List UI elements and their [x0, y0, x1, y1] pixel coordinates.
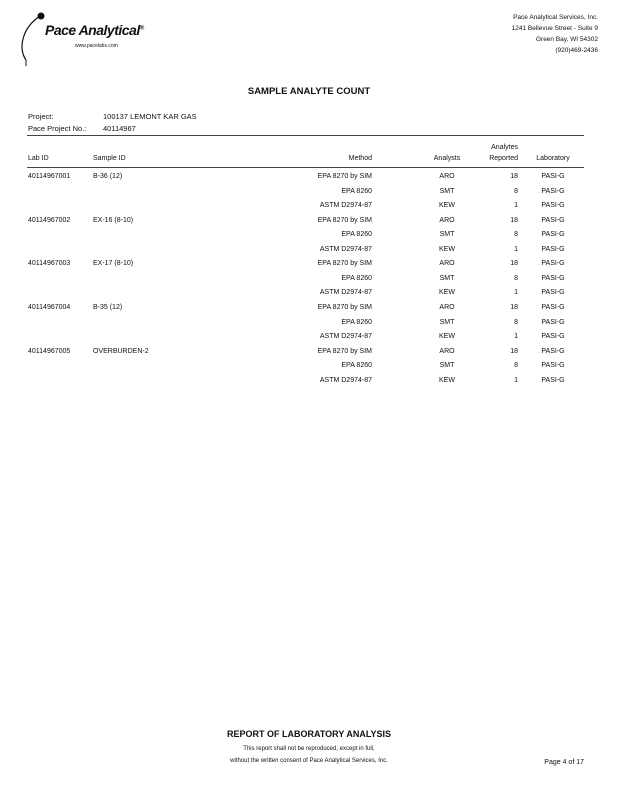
analysts-cell: SMT: [439, 274, 455, 282]
reported-cell: 1: [514, 245, 518, 253]
laboratory-cell: PASI-G: [541, 260, 565, 268]
header-divider: [27, 135, 584, 136]
logo-wordmark: Pace Analytical®: [45, 22, 144, 38]
analysts-cell: ARO: [439, 260, 455, 268]
method-cell: ASTM D2974-87: [319, 245, 372, 253]
reported-cell: 18: [510, 216, 518, 224]
lab-id-cell: 40114967001: [28, 173, 71, 180]
method-cell: ASTM D2974-87: [319, 376, 372, 384]
company-address-line1: 1241 Bellevue Street - Suite 9: [511, 25, 598, 32]
reported-cell: 18: [510, 260, 518, 268]
analysts-cell: SMT: [439, 187, 455, 195]
col-header-lab-id: Lab ID: [28, 155, 49, 162]
col-header-reported: Reported: [489, 155, 518, 162]
sample-id-cell: EX-17 (8-10): [93, 260, 134, 268]
sample-id-cell: B-36 (12): [93, 173, 123, 180]
col-header-method: Method: [348, 155, 372, 162]
lab-id-cell: 40114967002: [28, 216, 71, 224]
laboratory-cell: PASI-G: [541, 289, 565, 297]
reported-cell: 18: [510, 303, 518, 311]
method-cell: ASTM D2974-87: [319, 202, 372, 210]
footer-disclaimer-line1: This report shall not be reproduced, except in full,: [243, 746, 375, 752]
analysts-cell: ARO: [439, 173, 455, 180]
pace-project-label: Pace Project No.:: [28, 124, 87, 133]
method-cell: EPA 8270 by SIM: [317, 216, 372, 224]
analysts-cell: KEW: [439, 245, 455, 253]
laboratory-cell: PASI-G: [541, 362, 565, 370]
reported-cell: 18: [510, 347, 518, 355]
method-cell: EPA 8270 by SIM: [317, 347, 372, 355]
footer-title: REPORT OF LABORATORY ANALYSIS: [226, 729, 392, 739]
method-cell: ASTM D2974-87: [319, 289, 372, 297]
lab-id-cell: 40114967003: [28, 260, 71, 268]
page-title: SAMPLE ANALYTE COUNT: [247, 86, 371, 97]
project-label: Project:: [28, 112, 54, 121]
col-header-laboratory: Laboratory: [536, 155, 570, 162]
laboratory-cell: PASI-G: [541, 333, 565, 341]
method-cell: EPA 8270 by SIM: [317, 173, 372, 180]
analysts-cell: SMT: [439, 362, 455, 370]
laboratory-cell: PASI-G: [541, 245, 565, 253]
reported-cell: 8: [514, 187, 518, 195]
company-logo: [12, 8, 142, 68]
method-cell: EPA 8270 by SIM: [317, 303, 372, 311]
laboratory-cell: PASI-G: [541, 376, 565, 384]
analysts-cell: SMT: [439, 231, 455, 239]
analysts-cell: SMT: [439, 318, 455, 326]
analysts-cell: KEW: [439, 202, 455, 210]
footer-disclaimer-line2: without the written consent of Pace Analytical Services, Inc.: [230, 758, 388, 764]
analysts-cell: ARO: [439, 303, 455, 311]
reported-cell: 1: [514, 376, 518, 384]
page-number: Page 4 of 17: [544, 759, 584, 766]
reported-cell: 1: [514, 289, 518, 297]
project-value: 100137 LEMONT KAR GAS: [103, 112, 197, 121]
col-header-sample-id: Sample ID: [93, 155, 126, 162]
analysts-cell: KEW: [439, 289, 455, 297]
method-cell: EPA 8260: [341, 187, 372, 195]
pace-project-value: 40114967: [103, 124, 136, 133]
reported-cell: 8: [514, 274, 518, 282]
analysts-cell: KEW: [439, 333, 455, 341]
method-cell: EPA 8270 by SIM: [317, 260, 372, 268]
laboratory-cell: PASI-G: [541, 318, 565, 326]
laboratory-cell: PASI-G: [541, 216, 565, 224]
reported-cell: 8: [514, 231, 518, 239]
analysts-cell: ARO: [439, 347, 455, 355]
laboratory-cell: PASI-G: [541, 347, 565, 355]
logo-url: www.pacelabs.com: [75, 43, 118, 49]
method-cell: EPA 8260: [341, 318, 372, 326]
lab-id-cell: 40114967004: [28, 303, 71, 311]
reported-cell: 1: [514, 202, 518, 210]
company-address-line2: Green Bay, WI 54302: [535, 36, 598, 43]
sample-id-cell: EX-16 (8-10): [93, 216, 134, 224]
logo-swoosh-icon: [12, 8, 142, 68]
reported-cell: 1: [514, 333, 518, 341]
laboratory-cell: PASI-G: [541, 303, 565, 311]
sample-id-cell: OVERBURDEN-2: [93, 347, 149, 355]
company-phone: (920)469-2436: [555, 47, 598, 54]
method-cell: EPA 8260: [341, 231, 372, 239]
reported-cell: 18: [510, 173, 518, 180]
method-cell: EPA 8260: [341, 274, 372, 282]
col-header-analytes: Analytes: [491, 144, 518, 151]
laboratory-cell: PASI-G: [541, 274, 565, 282]
reported-cell: 8: [514, 362, 518, 370]
analysts-cell: KEW: [439, 376, 455, 384]
reported-cell: 8: [514, 318, 518, 326]
col-header-analysts: Analysts: [433, 155, 461, 162]
laboratory-cell: PASI-G: [541, 173, 565, 180]
laboratory-cell: PASI-G: [541, 202, 565, 210]
method-cell: EPA 8260: [341, 362, 372, 370]
company-name: Pace Analytical Services, Inc.: [513, 14, 598, 21]
table-header-divider: [27, 167, 584, 168]
laboratory-cell: PASI-G: [541, 231, 565, 239]
laboratory-cell: PASI-G: [541, 187, 565, 195]
sample-id-cell: B-35 (12): [93, 303, 123, 311]
analysts-cell: ARO: [439, 216, 455, 224]
method-cell: ASTM D2974-87: [319, 333, 372, 341]
lab-id-cell: 40114967005: [28, 347, 71, 355]
